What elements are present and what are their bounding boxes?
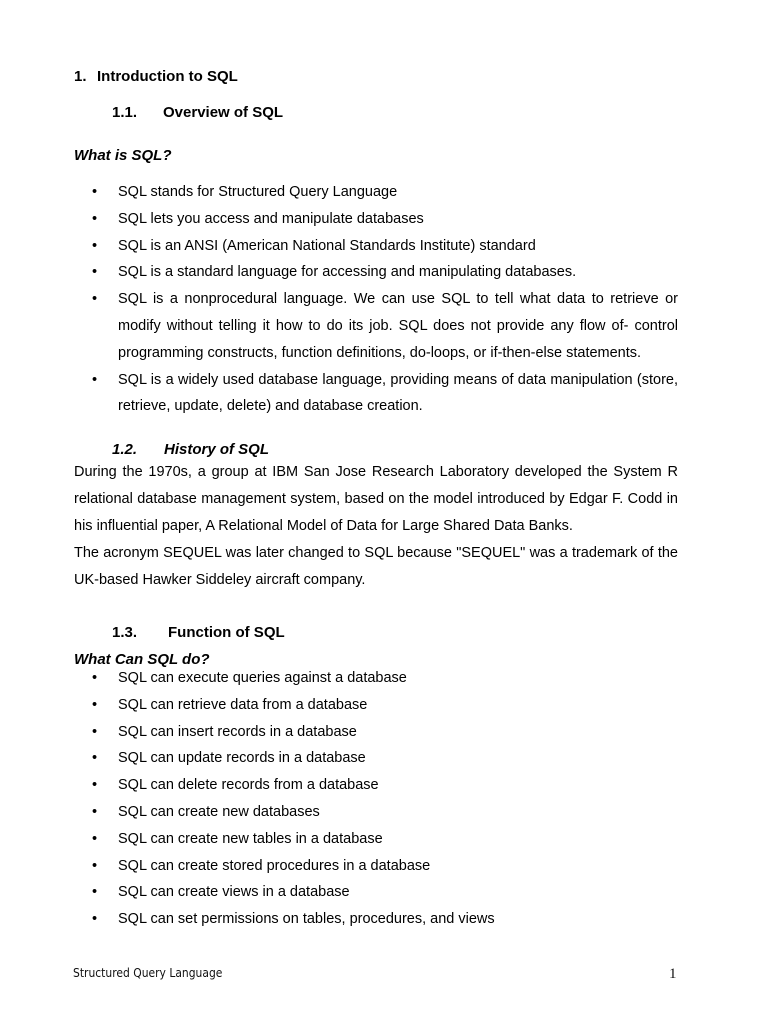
bullet-icon: • [92, 291, 98, 308]
bullet-list-what-can-sql-do [90, 665, 678, 933]
bullet-icon: • [92, 803, 98, 820]
subsection-heading-function [112, 624, 285, 641]
list-item-text: SQL can retrieve data from a database [118, 696, 368, 713]
list-item-text: SQL is a standard language for accessing and manipulating databases. [118, 264, 577, 281]
subsection-title: History of SQL [164, 441, 270, 458]
bullet-icon: • [92, 911, 98, 928]
bullet-icon: • [92, 184, 98, 200]
bullet-icon: • [92, 830, 98, 847]
bullet-icon: • [92, 696, 98, 713]
list-item [90, 259, 678, 286]
list-item-text: SQL stands for Structured Query Language [118, 184, 398, 200]
list-item [90, 879, 678, 906]
list-item-text: SQL can set permissions on tables, procedures, and views [118, 911, 495, 928]
list-item-text: SQL is an ANSI (American National Standards Institute) standard [118, 237, 536, 254]
bullet-icon: • [92, 723, 98, 740]
subheading-what-is-sql: What is SQL? [74, 147, 172, 164]
list-item-text: SQL is a nonprocedural language. We can use SQL to tell what data to retrieve or modify without telling it how to do its job. SQL does not provide any flow of- control programming constructs, function definitions, do-loops, or if-then-else statements. [118, 291, 678, 361]
list-item [90, 745, 678, 772]
list-item-text: SQL is a widely used database language, providing means of data manipulation (store, retrieve, update, delete) and database creation. [118, 371, 678, 415]
list-item-text: SQL can delete records from a database [118, 777, 379, 794]
list-item [90, 286, 678, 366]
list-item [90, 665, 678, 692]
list-item-text: SQL can insert records in a database [118, 723, 357, 740]
footer-page-number: 1 [669, 966, 677, 982]
bullet-icon: • [92, 210, 98, 227]
bullet-icon: • [92, 857, 98, 874]
list-item-text: SQL lets you access and manipulate databases [118, 210, 424, 227]
history-paragraph-2: The acronym SEQUEL was later changed to SQL because "SEQUEL" was a trademark of the UK-based Hawker Siddeley aircraft company. [74, 545, 678, 588]
list-item-text: SQL can create views in a database [118, 884, 350, 901]
list-item [90, 853, 678, 880]
list-item-text: SQL can create new tables in a database [118, 830, 383, 847]
list-item [90, 206, 678, 233]
bullet-icon: • [92, 670, 98, 686]
bullet-icon: • [92, 371, 98, 388]
subsection-title: Overview of SQL [163, 104, 284, 121]
subsection-heading-overview [112, 104, 283, 121]
list-item [90, 826, 678, 853]
footer-document-title: Structured Query Language [73, 965, 223, 980]
subsection-number: 1.3. [112, 624, 138, 641]
list-item [90, 179, 678, 206]
section-number: 1. [74, 68, 87, 85]
list-item [90, 772, 678, 799]
section-title: Introduction to SQL [97, 68, 238, 85]
bullet-icon: • [92, 750, 98, 767]
bullet-list-what-is-sql [90, 179, 678, 420]
bullet-icon: • [92, 777, 98, 794]
subsection-number: 1.1. [112, 104, 138, 121]
bullet-icon: • [92, 884, 98, 901]
list-item [90, 692, 678, 719]
section-heading-1 [74, 68, 238, 85]
subsection-number: 1.2. [112, 441, 138, 458]
list-item [90, 799, 678, 826]
list-item [90, 233, 678, 260]
bullet-icon: • [92, 237, 98, 254]
list-item [90, 367, 678, 421]
list-item [90, 906, 678, 933]
subsection-title: Function of SQL [168, 624, 285, 641]
subheading-what-can-sql-do: What Can SQL do? [74, 651, 210, 668]
history-paragraph-1: During the 1970s, a group at IBM San Jose Research Laboratory developed the System R relational database management system, based on the model introduced by Edgar F. Codd in his influential paper, A Relational Model of Data for Large Shared Data Banks. [74, 464, 678, 534]
list-item-text: SQL can create stored procedures in a database [118, 857, 431, 874]
list-item-text: SQL can create new databases [118, 803, 320, 820]
list-item-text: SQL can execute queries against a database [118, 670, 407, 686]
list-item [90, 719, 678, 746]
subsection-heading-history [112, 441, 269, 458]
list-item-text: SQL can update records in a database [118, 750, 366, 767]
bullet-icon: • [92, 264, 98, 281]
